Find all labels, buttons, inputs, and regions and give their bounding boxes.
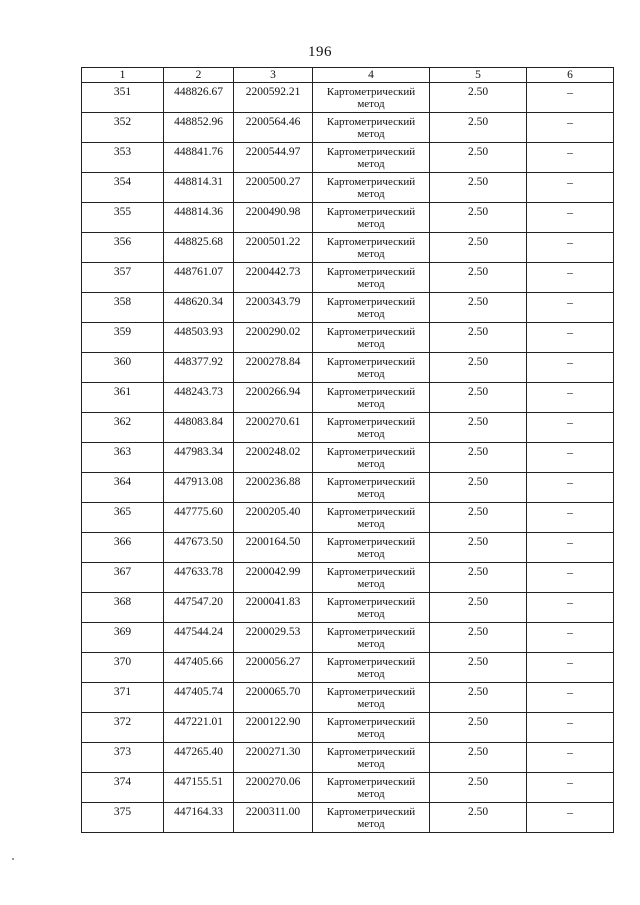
cell-x-coordinate: 448841.76: [164, 143, 234, 173]
cell-value: 2.50: [430, 173, 527, 203]
cell-point-number: 373: [82, 743, 164, 773]
cell-value: 2.50: [430, 743, 527, 773]
cell-method: Картометрический метод: [313, 803, 430, 833]
table-row: [82, 263, 614, 293]
cell-col6: –: [527, 473, 614, 503]
cell-x-coordinate: 447265.40: [164, 743, 234, 773]
cell-y-coordinate: 2200270.61: [234, 413, 313, 443]
cell-method: Картометрический метод: [313, 623, 430, 653]
cell-x-coordinate: 447983.34: [164, 443, 234, 473]
cell-col6: –: [527, 143, 614, 173]
cell-method: Картометрический метод: [313, 473, 430, 503]
cell-y-coordinate: 2200065.70: [234, 683, 313, 713]
cell-col6: –: [527, 383, 614, 413]
cell-y-coordinate: 2200311.00: [234, 803, 313, 833]
cell-y-coordinate: 2200564.46: [234, 113, 313, 143]
cell-x-coordinate: 448814.31: [164, 173, 234, 203]
cell-value: 2.50: [430, 263, 527, 293]
cell-method: Картометрический метод: [313, 683, 430, 713]
cell-value: 2.50: [430, 143, 527, 173]
cell-method: Картометрический метод: [313, 743, 430, 773]
cell-col6: –: [527, 323, 614, 353]
table-row: [82, 233, 614, 263]
cell-point-number: 374: [82, 773, 164, 803]
cell-value: 2.50: [430, 503, 527, 533]
cell-value: 2.50: [430, 683, 527, 713]
cell-y-coordinate: 2200056.27: [234, 653, 313, 683]
cell-point-number: 369: [82, 623, 164, 653]
cell-method: Картометрический метод: [313, 323, 430, 353]
cell-x-coordinate: 447221.01: [164, 713, 234, 743]
cell-col6: –: [527, 293, 614, 323]
cell-point-number: 367: [82, 563, 164, 593]
cell-point-number: 363: [82, 443, 164, 473]
cell-method: Картометрический метод: [313, 83, 430, 113]
cell-method: Картометрический метод: [313, 143, 430, 173]
cell-x-coordinate: 448852.96: [164, 113, 234, 143]
cell-x-coordinate: 447775.60: [164, 503, 234, 533]
table-row: [82, 563, 614, 593]
table-row: [82, 473, 614, 503]
cell-col6: –: [527, 263, 614, 293]
table-row: [82, 803, 614, 833]
header-col-6: 6: [527, 68, 614, 83]
cell-value: 2.50: [430, 713, 527, 743]
cell-y-coordinate: 2200042.99: [234, 563, 313, 593]
cell-col6: –: [527, 203, 614, 233]
cell-x-coordinate: 448377.92: [164, 353, 234, 383]
cell-method: Картометрический метод: [313, 443, 430, 473]
table-row: [82, 203, 614, 233]
cell-method: Картометрический метод: [313, 173, 430, 203]
cell-method: Картометрический метод: [313, 533, 430, 563]
cell-y-coordinate: 2200500.27: [234, 173, 313, 203]
table-row: [82, 713, 614, 743]
cell-point-number: 357: [82, 263, 164, 293]
cell-y-coordinate: 2200271.30: [234, 743, 313, 773]
header-col-2: 2: [164, 68, 234, 83]
cell-point-number: 370: [82, 653, 164, 683]
cell-col6: –: [527, 803, 614, 833]
cell-y-coordinate: 2200592.21: [234, 83, 313, 113]
table-row: [82, 353, 614, 383]
table-row: [82, 113, 614, 143]
cell-x-coordinate: 448620.34: [164, 293, 234, 323]
table-row: [82, 293, 614, 323]
cell-x-coordinate: 448825.68: [164, 233, 234, 263]
cell-x-coordinate: 448814.36: [164, 203, 234, 233]
cell-x-coordinate: 447155.51: [164, 773, 234, 803]
table-row: [82, 773, 614, 803]
cell-point-number: 366: [82, 533, 164, 563]
cell-point-number: 354: [82, 173, 164, 203]
cell-y-coordinate: 2200442.73: [234, 263, 313, 293]
header-col-5: 5: [430, 68, 527, 83]
cell-col6: –: [527, 773, 614, 803]
cell-x-coordinate: 447164.33: [164, 803, 234, 833]
cell-method: Картометрический метод: [313, 713, 430, 743]
cell-value: 2.50: [430, 803, 527, 833]
cell-value: 2.50: [430, 533, 527, 563]
cell-value: 2.50: [430, 113, 527, 143]
cell-method: Картометрический метод: [313, 113, 430, 143]
cell-method: Картометрический метод: [313, 413, 430, 443]
cell-method: Картометрический метод: [313, 653, 430, 683]
cell-x-coordinate: 447544.24: [164, 623, 234, 653]
cell-col6: –: [527, 353, 614, 383]
cell-value: 2.50: [430, 83, 527, 113]
header-row: [82, 68, 614, 83]
header-col-1: 1: [82, 68, 164, 83]
cell-point-number: 375: [82, 803, 164, 833]
cell-x-coordinate: 448826.67: [164, 83, 234, 113]
table-header: [82, 68, 614, 83]
cell-col6: –: [527, 233, 614, 263]
table-row: [82, 503, 614, 533]
cell-value: 2.50: [430, 323, 527, 353]
table-row: [82, 683, 614, 713]
cell-point-number: 368: [82, 593, 164, 623]
cell-point-number: 371: [82, 683, 164, 713]
cell-method: Картометрический метод: [313, 773, 430, 803]
table-row: [82, 443, 614, 473]
cell-method: Картометрический метод: [313, 293, 430, 323]
cell-value: 2.50: [430, 413, 527, 443]
cell-y-coordinate: 2200029.53: [234, 623, 313, 653]
cell-x-coordinate: 447633.78: [164, 563, 234, 593]
cell-col6: –: [527, 83, 614, 113]
table-row: [82, 593, 614, 623]
cell-col6: –: [527, 593, 614, 623]
table-row: [82, 743, 614, 773]
cell-y-coordinate: 2200236.88: [234, 473, 313, 503]
cell-value: 2.50: [430, 593, 527, 623]
cell-y-coordinate: 2200248.02: [234, 443, 313, 473]
header-col-3: 3: [234, 68, 313, 83]
table-row: [82, 83, 614, 113]
cell-y-coordinate: 2200490.98: [234, 203, 313, 233]
cell-value: 2.50: [430, 623, 527, 653]
table-row: [82, 413, 614, 443]
cell-method: Картометрический метод: [313, 203, 430, 233]
cell-x-coordinate: 447913.08: [164, 473, 234, 503]
cell-x-coordinate: 447405.74: [164, 683, 234, 713]
cell-value: 2.50: [430, 653, 527, 683]
cell-point-number: 359: [82, 323, 164, 353]
table-row: [82, 143, 614, 173]
cell-point-number: 360: [82, 353, 164, 383]
coordinates-table: [81, 67, 614, 833]
cell-col6: –: [527, 683, 614, 713]
cell-col6: –: [527, 113, 614, 143]
cell-x-coordinate: 447547.20: [164, 593, 234, 623]
cell-y-coordinate: 2200270.06: [234, 773, 313, 803]
cell-y-coordinate: 2200164.50: [234, 533, 313, 563]
cell-point-number: 372: [82, 713, 164, 743]
cell-point-number: 361: [82, 383, 164, 413]
cell-y-coordinate: 2200544.97: [234, 143, 313, 173]
cell-method: Картометрический метод: [313, 593, 430, 623]
cell-value: 2.50: [430, 383, 527, 413]
cell-col6: –: [527, 743, 614, 773]
cell-x-coordinate: 447673.50: [164, 533, 234, 563]
cell-y-coordinate: 2200278.84: [234, 353, 313, 383]
cell-y-coordinate: 2200041.83: [234, 593, 313, 623]
cell-value: 2.50: [430, 443, 527, 473]
cell-value: 2.50: [430, 563, 527, 593]
cell-x-coordinate: 448761.07: [164, 263, 234, 293]
cell-point-number: 352: [82, 113, 164, 143]
cell-col6: –: [527, 563, 614, 593]
cell-point-number: 364: [82, 473, 164, 503]
cell-x-coordinate: 448083.84: [164, 413, 234, 443]
cell-point-number: 355: [82, 203, 164, 233]
cell-point-number: 356: [82, 233, 164, 263]
cell-y-coordinate: 2200501.22: [234, 233, 313, 263]
cell-point-number: 362: [82, 413, 164, 443]
cell-value: 2.50: [430, 353, 527, 383]
cell-col6: –: [527, 623, 614, 653]
cell-method: Картометрический метод: [313, 383, 430, 413]
table-row: [82, 173, 614, 203]
cell-col6: –: [527, 713, 614, 743]
cell-col6: –: [527, 413, 614, 443]
cell-y-coordinate: 2200205.40: [234, 503, 313, 533]
page-number: 196: [308, 44, 332, 60]
table-row: [82, 323, 614, 353]
cell-y-coordinate: 2200290.02: [234, 323, 313, 353]
cell-value: 2.50: [430, 203, 527, 233]
cell-method: Картометрический метод: [313, 353, 430, 383]
cell-method: Картометрический метод: [313, 263, 430, 293]
table-row: [82, 383, 614, 413]
cell-method: Картометрический метод: [313, 233, 430, 263]
cell-col6: –: [527, 443, 614, 473]
cell-value: 2.50: [430, 233, 527, 263]
header-col-4: 4: [313, 68, 430, 83]
cell-y-coordinate: 2200343.79: [234, 293, 313, 323]
cell-col6: –: [527, 173, 614, 203]
cell-x-coordinate: 448503.93: [164, 323, 234, 353]
cell-y-coordinate: 2200266.94: [234, 383, 313, 413]
cell-method: Картометрический метод: [313, 503, 430, 533]
cell-point-number: 365: [82, 503, 164, 533]
cell-x-coordinate: 447405.66: [164, 653, 234, 683]
table-body: [82, 83, 614, 833]
table-row: [82, 623, 614, 653]
cell-y-coordinate: 2200122.90: [234, 713, 313, 743]
cell-col6: –: [527, 653, 614, 683]
cell-value: 2.50: [430, 473, 527, 503]
cell-col6: –: [527, 533, 614, 563]
cell-point-number: 353: [82, 143, 164, 173]
cell-point-number: 351: [82, 83, 164, 113]
cell-x-coordinate: 448243.73: [164, 383, 234, 413]
cell-value: 2.50: [430, 773, 527, 803]
cell-method: Картометрический метод: [313, 563, 430, 593]
cell-point-number: 358: [82, 293, 164, 323]
cell-value: 2.50: [430, 293, 527, 323]
cell-col6: –: [527, 503, 614, 533]
table-row: [82, 653, 614, 683]
table-row: [82, 533, 614, 563]
scan-speck: [12, 858, 14, 860]
